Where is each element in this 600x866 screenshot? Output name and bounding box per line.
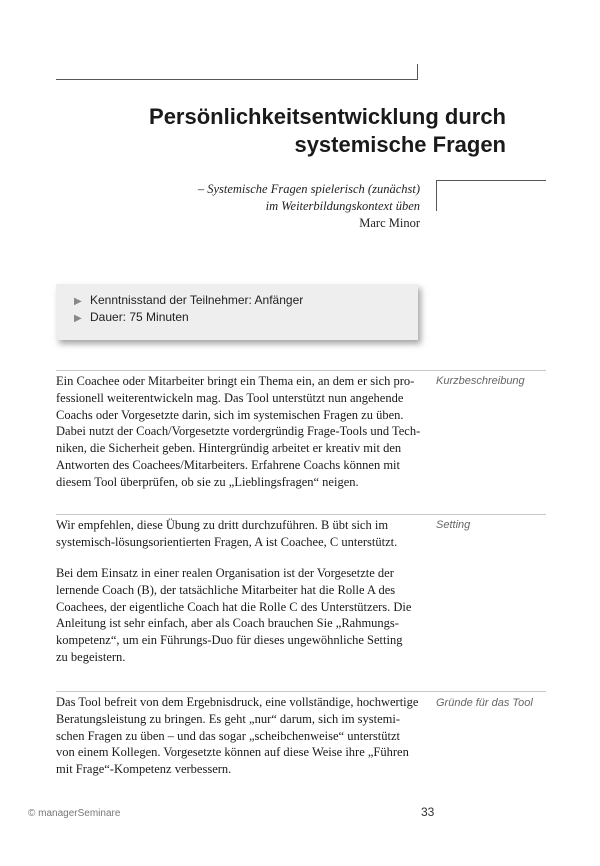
text-line: zu begeistern. xyxy=(56,649,126,664)
info-item-text: Dauer: 75 Minuten xyxy=(90,310,189,324)
footer-copyright: © managerSeminare xyxy=(28,808,121,819)
text-line: Coachees, der eigentliche Coach hat die Rolle C des Unterstützers. Die xyxy=(56,599,412,614)
section-label-setting: Setting xyxy=(436,519,471,531)
text-line: von einem Kollegen. Vorgesetzte können auf diese Weise ihre „Führen xyxy=(56,745,409,760)
text-line: Das Tool befreit von dem Ergebnisdruck, eine vollständige, hochwertige xyxy=(56,695,419,709)
header-rule-tick xyxy=(417,64,418,80)
header-rule xyxy=(56,79,418,80)
text-line: lernende Coach (B), der tatsächliche Mitarbeiter hat die Rolle A des xyxy=(56,582,396,597)
text-line: Dabei nutzt der Coach/Vorgesetzte vordergründig Frage-Tools und Tech- xyxy=(56,424,421,439)
triangle-bullet-icon: ▶ xyxy=(74,313,82,324)
title-line-1: Persönlichkeitsentwicklung durch xyxy=(149,104,506,129)
text-line: diesem Tool überprüfen, ob sie zu „Lieblingsfragen“ neigen. xyxy=(56,474,359,489)
section-label-gruende: Gründe für das Tool xyxy=(436,697,533,709)
subtitle-rule-tick xyxy=(436,180,437,211)
section-text-setting-detail xyxy=(56,565,421,666)
text-line: Wir empfehlen, diese Übung zu dritt durchzuführen. B übt sich im xyxy=(56,518,389,532)
info-box xyxy=(56,284,418,340)
section-label-kurzbeschreibung: Kurzbeschreibung xyxy=(436,375,525,387)
text-line: Beratungsleistung zu bringen. Es geht „nur“ darum, sich im systemi- xyxy=(56,711,401,726)
info-item-text: Kenntnisstand der Teilnehmer: Anfänger xyxy=(90,293,304,307)
page-number: 33 xyxy=(421,805,435,819)
text-line: Coachs oder Vorgesetzte darin, sich im systemischen Fragen zu üben. xyxy=(56,407,404,422)
text-line: systemisch-lösungsorientierten Fragen, A ist Coachee, C unterstützt. xyxy=(56,534,398,549)
subtitle-line-2: im Weiterbildungskontext üben xyxy=(265,199,420,213)
subtitle-line-1: – Systemische Fragen spielerisch (zunächst) xyxy=(197,182,420,196)
section-text-gruende xyxy=(56,694,421,778)
info-item xyxy=(74,309,189,325)
subtitle-block xyxy=(90,181,420,232)
text-line: mit Frage“-Kompetenz verbessern. xyxy=(56,762,232,777)
text-line: Bei dem Einsatz in einer realen Organisation ist der Vorgesetzte der xyxy=(56,566,394,580)
info-item xyxy=(74,292,303,308)
text-line: Antworten des Coachees/Mitarbeiters. Erfahrene Coachs können mit xyxy=(56,457,400,472)
page-title xyxy=(36,103,506,159)
text-line: fessionell weiterentwickeln mag. Das Tool unterstützt nun angehende xyxy=(56,390,404,405)
title-line-2: systemische Fragen xyxy=(294,132,506,157)
section-text-setting-intro xyxy=(56,517,421,551)
text-line: schen Fragen zu üben – und das sogar „scheibchenweise“ unterstützt xyxy=(56,728,400,743)
section-separator xyxy=(56,691,546,692)
section-separator xyxy=(56,370,546,371)
author-name: Marc Minor xyxy=(359,216,420,230)
triangle-bullet-icon: ▶ xyxy=(74,296,82,307)
section-separator xyxy=(56,514,546,515)
subtitle-rule xyxy=(436,180,546,181)
text-line: Anleitung ist sehr einfach, aber als Coach brauchen Sie „Rahmungs- xyxy=(56,616,399,631)
text-line: Ein Coachee oder Mitarbeiter bringt ein Thema ein, an dem er sich pro- xyxy=(56,374,415,388)
text-line: kompetenz“, um ein Führungs-Duo für dieses ungewöhnliche Setting xyxy=(56,633,403,648)
section-text-kurzbeschreibung xyxy=(56,373,421,491)
text-line: niken, die Sicherheit geben. Hintergründig arbeitet er kreativ mit den xyxy=(56,441,402,456)
